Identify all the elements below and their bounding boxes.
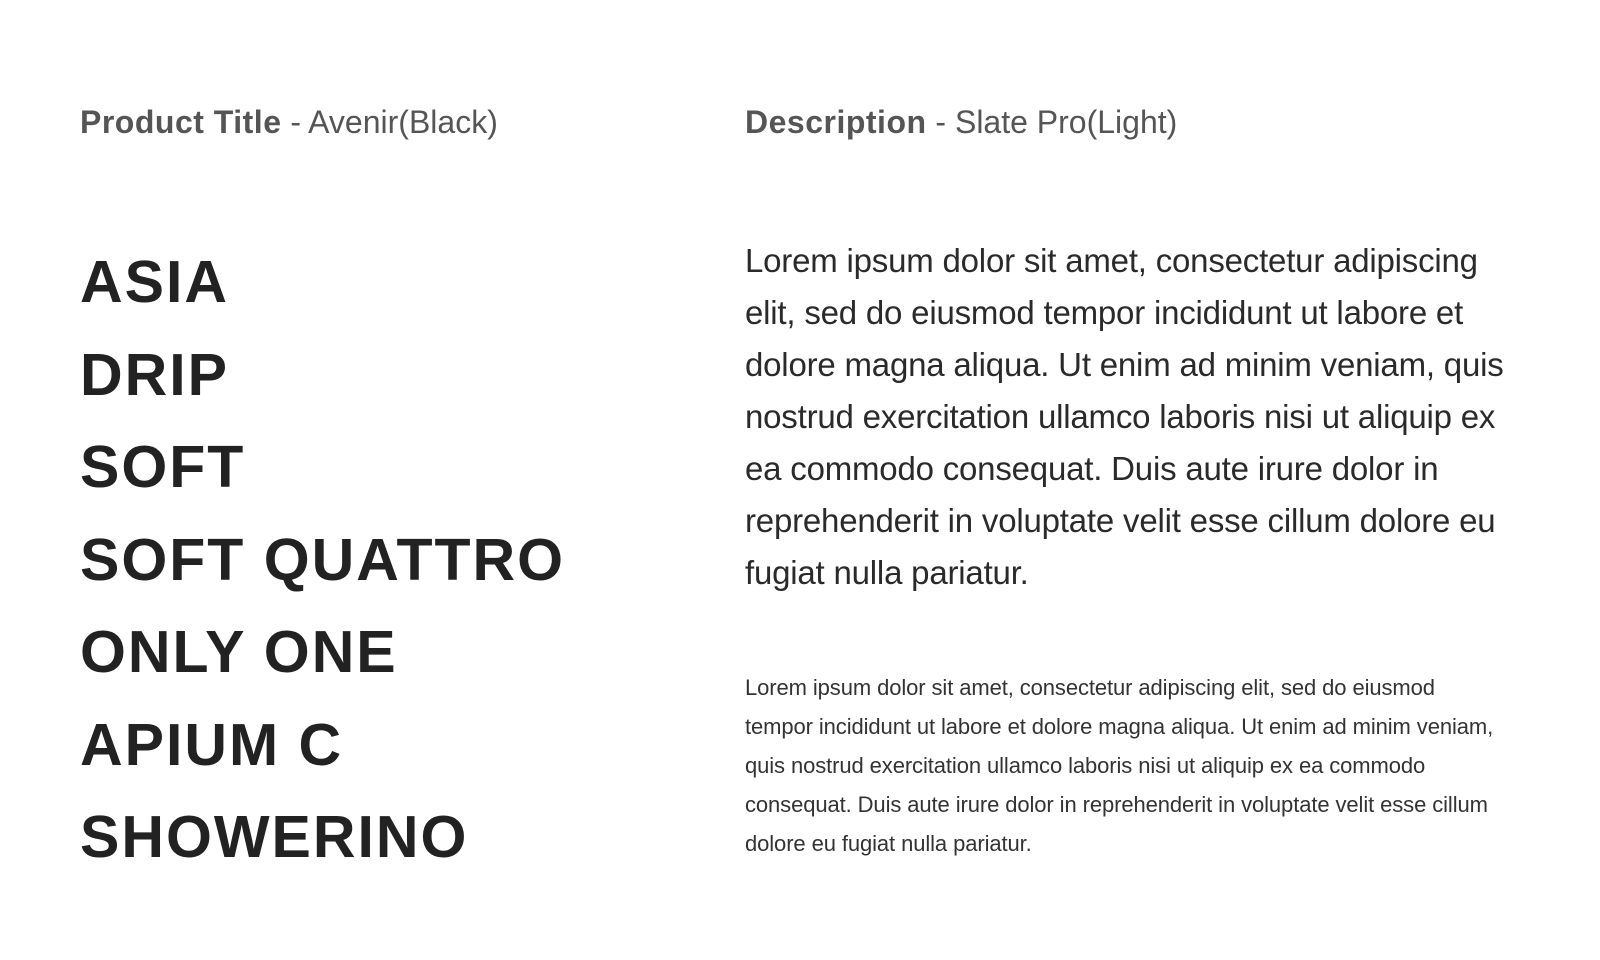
product-title-separator: -	[281, 104, 309, 140]
product-title-list	[80, 236, 565, 884]
description-large-sample: Lorem ipsum dolor sit amet, consectetur adipiscing elit, sed do eiusmod tempor incididunt ut labore et dolore magna aliqua. Ut enim ad minim veniam, quis nostrud exercitation ullamco laboris nisi ut aliquip ex ea commodo consequat. Duis aute irure dolor in reprehenderit in voluptate velit esse cillum dolore eu fugiat nulla pariatur.	[745, 242, 1504, 591]
product-title-item: DRIP	[80, 341, 229, 408]
product-title-item: SOFT	[80, 434, 246, 500]
description-heading	[745, 102, 1177, 142]
product-title-item: ASIA	[80, 249, 229, 315]
description-label: Description	[745, 104, 927, 140]
product-title-item: SHOWERINO	[80, 804, 469, 870]
product-title-font-name: Avenir(Black)	[308, 104, 498, 140]
description-small-sample: Lorem ipsum dolor sit amet, consectetur adipiscing elit, sed do eiusmod tempor incididunt ut labore et dolore magna aliqua. Ut enim ad minim veniam, quis nostrud exercitation ullamco laboris nisi ut aliquip ex ea commodo consequat. Duis aute irure dolor in reprehenderit in voluptate velit esse cillum dolore eu fugiat nulla pariatur.	[745, 675, 1494, 856]
product-title-item: ONLY ONE	[80, 619, 398, 685]
product-title-item: SOFT QUATTRO	[80, 526, 566, 593]
product-title-item: APIUM C	[80, 711, 344, 778]
product-title-heading	[80, 102, 498, 142]
product-title-label: Product Title	[80, 104, 282, 140]
description-font-name: Slate Pro(Light)	[954, 104, 1178, 140]
description-separator: -	[926, 104, 955, 140]
